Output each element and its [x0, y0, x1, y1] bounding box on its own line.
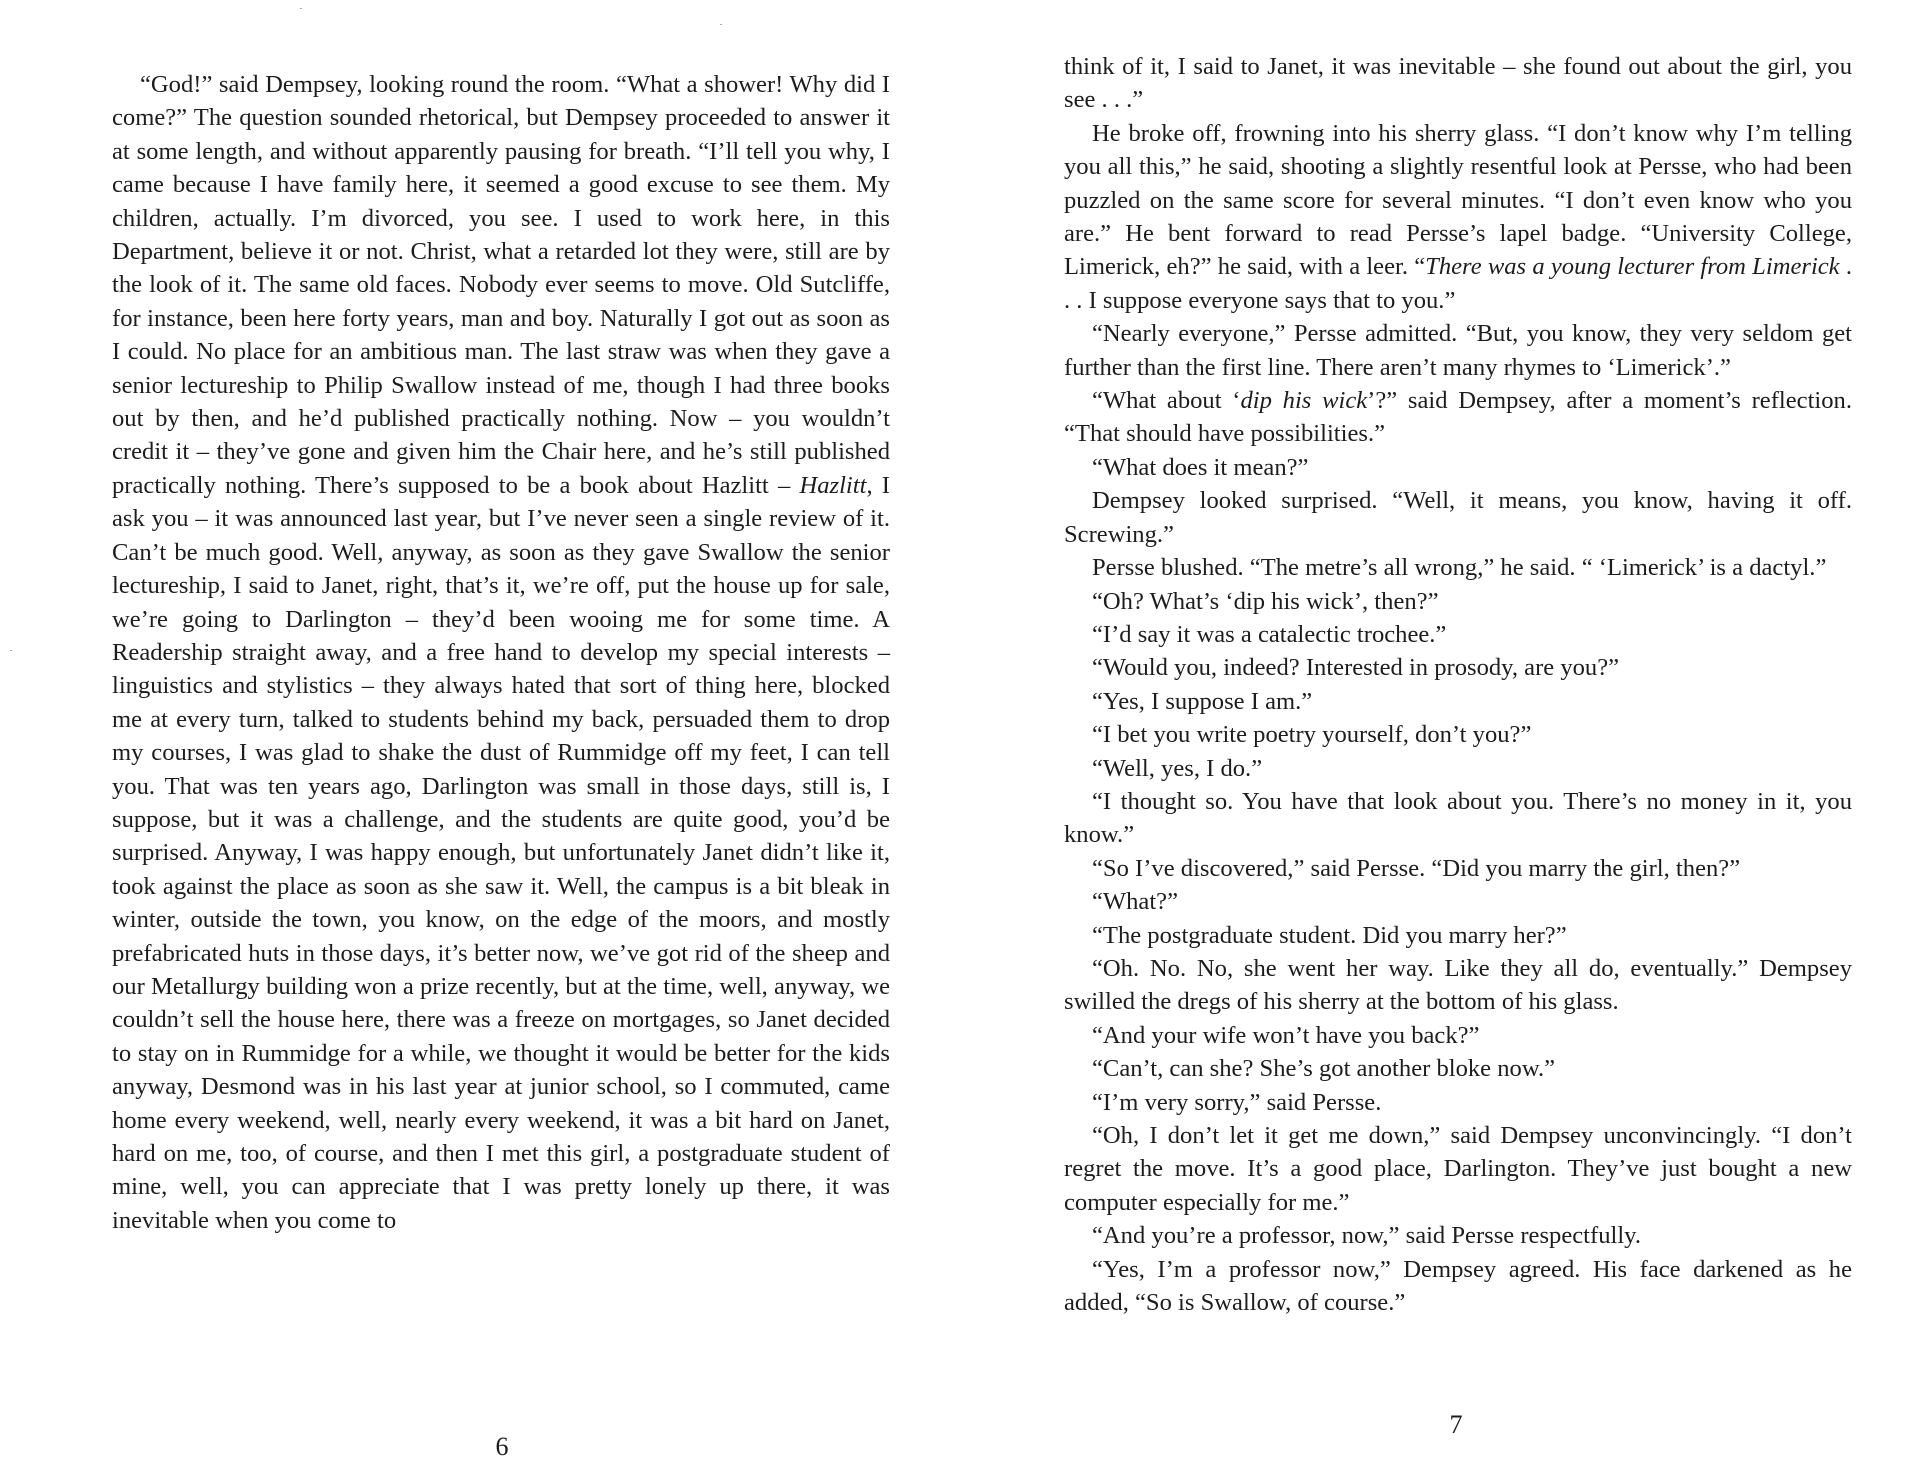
page-number: 7 [1449, 1410, 1463, 1439]
text-run: “I thought so. You have that look about you. There’s no money in it, you know.” [1064, 787, 1852, 849]
scan-speck [10, 650, 12, 651]
italic-text: There was a young lecturer from Limerick [1425, 253, 1840, 281]
text-run: Persse blushed. “The metre’s all wrong,” he said. “ ‘Limerick’ is a dactyl.” [1092, 554, 1827, 582]
scan-speck [720, 24, 722, 25]
text-run: “And your wife won’t have you back?” [1092, 1021, 1480, 1049]
paragraph [1064, 317, 1852, 384]
text-run: think of it, I said to Janet, it was inevitable – she found out about the girl, you see . . .” [1064, 53, 1852, 114]
text-run: “I’d say it was a catalectic trochee.” [1092, 620, 1447, 648]
italic-text: dip his wick [1240, 387, 1368, 415]
text-run: “So I’ve discovered,” said Persse. “Did you marry the girl, then?” [1092, 854, 1741, 882]
text-run: He broke off, frowning into his sherry glass. “I don’t know why I’m telling you all this,” he said, shooting a slightly resentful look at Persse, who had been puzzled on the same score for several minutes. “I don’t even know who you are.” He bent forward to read Persse’s lapel badge. “University College, Limerick, eh?” he said, with a leer. “ [1064, 119, 1852, 281]
paragraph [1064, 585, 1852, 618]
paragraph [1064, 1253, 1852, 1320]
text-run: “Can’t, can she? She’s got another bloke now.” [1092, 1055, 1556, 1083]
paragraph [1064, 885, 1852, 918]
paragraph [1064, 384, 1852, 451]
right-page-text [1064, 50, 1852, 1319]
text-run: “The postgraduate student. Did you marry her?” [1092, 921, 1567, 949]
paragraph [1064, 551, 1852, 584]
text-run: . . . I suppose everyone says that to you.” [1064, 253, 1852, 314]
paragraph [1064, 117, 1852, 317]
text-run: “Yes, I suppose I am.” [1092, 687, 1313, 715]
text-run: “Yes, I’m a professor now,” Dempsey agreed. His face darkened as he added, “So is Swallow, of course.” [1064, 1255, 1852, 1317]
text-run: “God!” said Dempsey, looking round the room. “What a shower! Why did I come?” The question sounded rhetorical, but Dempsey proceeded to answer it at some length, and without apparently pausing for breath. “I’ll tell you why, I came because I have family here, it seemed a good excuse to see them. My children, actually. I’m divorced, you see. I used to work here, in this Department, believe it or not. Christ, what a retarded lot they were, still are by the look of it. The same old faces. Nobody ever seems to move. Old Sutcliffe, for instance, been here forty years, man and boy. Naturally I got out as soon as I could. No place for an ambitious man. The last straw was when they gave a senior lectureship to Philip Swallow instead of me, though I had three books out by then, and he’d published practically nothing. Now – you wouldn’t credit it – they’ve gone and given him the Chair here, and he’s still published practically nothing. There’s supposed to be a book about Hazlitt – [112, 71, 890, 499]
paragraph [1064, 685, 1852, 718]
paragraph [1064, 50, 1852, 117]
text-run: “Oh. No. No, she went her way. Like they all do, eventually.” Dempsey swilled the dregs of his sherry at the bottom of his glass. [1064, 954, 1852, 1016]
paragraph [1064, 952, 1852, 1019]
scan-speck [300, 8, 302, 9]
text-run: “Would you, indeed? Interested in prosody, are you?” [1092, 654, 1620, 682]
paragraph [1064, 1086, 1852, 1119]
text-run: “What does it mean?” [1092, 453, 1309, 481]
text-run: “What?” [1092, 888, 1179, 916]
text-run: , I ask you – it was announced last year, but I’ve never seen a single review of it. Can’t be much good. Well, anyway, as soon as they gave Swallow the senior lectureship, I said to Janet, right, that’s it, we’re off, put the house up for sale, we’re going to Darlington – they’d been wooing me for some time. A Readership straight away, and a free hand to develop my special interests – linguistics and stylistics – they always hated that sort of thing here, blocked me at every turn, talked to students behind my back, persuaded them to drop my courses, I was glad to shake the dust of Rummidge off my feet, I can tell you. That was ten years ago, Darlington was small in those days, still is, I suppose, but it was a challenge, and the students are quite good, you’d be surprised. Anyway, I was happy enough, but unfortunately Janet didn’t like it, took against the place as soon as she saw it. Well, the campus is a bit bleak in winter, outside the town, you know, on the edge of the moors, and mostly prefabricated huts in those days, it’s better now, we’ve got rid of the sheep and our Metallurgy building won a prize recently, but at the time, well, anyway, we couldn’t sell the house here, there was a freeze on mortgages, so Janet decided to stay on in Rummidge for a while, we thought it would be better for the kids anyway, Desmond was in his last year at junior school, so I commuted, came home every weekend, well, nearly every weekend, it was a bit hard on Janet, hard on me, too, of course, and then I met this girl, a postgraduate student of mine, well, you can appreciate that I was pretty lonely up there, it was inevitable when you come to [112, 471, 890, 1234]
paragraph [1064, 1119, 1852, 1219]
paragraph [1064, 451, 1852, 484]
text-run: “Oh? What’s ‘dip his wick’, then?” [1092, 587, 1439, 615]
text-run: “Well, yes, I do.” [1092, 754, 1263, 782]
text-run: Dempsey looked surprised. “Well, it means, you know, having it off. Screwing.” [1064, 487, 1852, 548]
text-run: “Oh, I don’t let it get me down,” said Dempsey unconvincingly. “I don’t regret the move. It’s a good place, Darlington. They’ve just bought a new computer especially for me.” [1064, 1122, 1852, 1216]
paragraph [1064, 651, 1852, 684]
text-run: ’?” said Dempsey, after a moment’s reflection. “That should have possibilities.” [1064, 387, 1852, 448]
left-page [0, 0, 960, 1484]
paragraph [1064, 484, 1852, 551]
text-run: “What about ‘ [1092, 387, 1241, 415]
italic-text: Hazlitt [799, 471, 867, 499]
paragraph [1064, 1052, 1852, 1085]
paragraph [1064, 785, 1852, 852]
text-run: “I’m very sorry,” said Persse. [1092, 1088, 1382, 1116]
paragraph [1064, 1219, 1852, 1252]
text-run: “And you’re a professor, now,” said Persse respectfully. [1092, 1222, 1642, 1250]
paragraph [1064, 852, 1852, 885]
page-number: 6 [495, 1432, 509, 1461]
paragraph [112, 68, 890, 1237]
paragraph [1064, 1019, 1852, 1052]
left-page-text [112, 68, 890, 1237]
text-run: “Nearly everyone,” Persse admitted. “But, you know, they very seldom get further than the first line. There aren’t many rhymes to ‘Limerick’.” [1064, 320, 1852, 381]
right-page [960, 0, 1922, 1484]
paragraph [1064, 919, 1852, 952]
text-run: “I bet you write poetry yourself, don’t you?” [1092, 721, 1532, 749]
paragraph [1064, 752, 1852, 785]
paragraph [1064, 718, 1852, 751]
paragraph [1064, 618, 1852, 651]
